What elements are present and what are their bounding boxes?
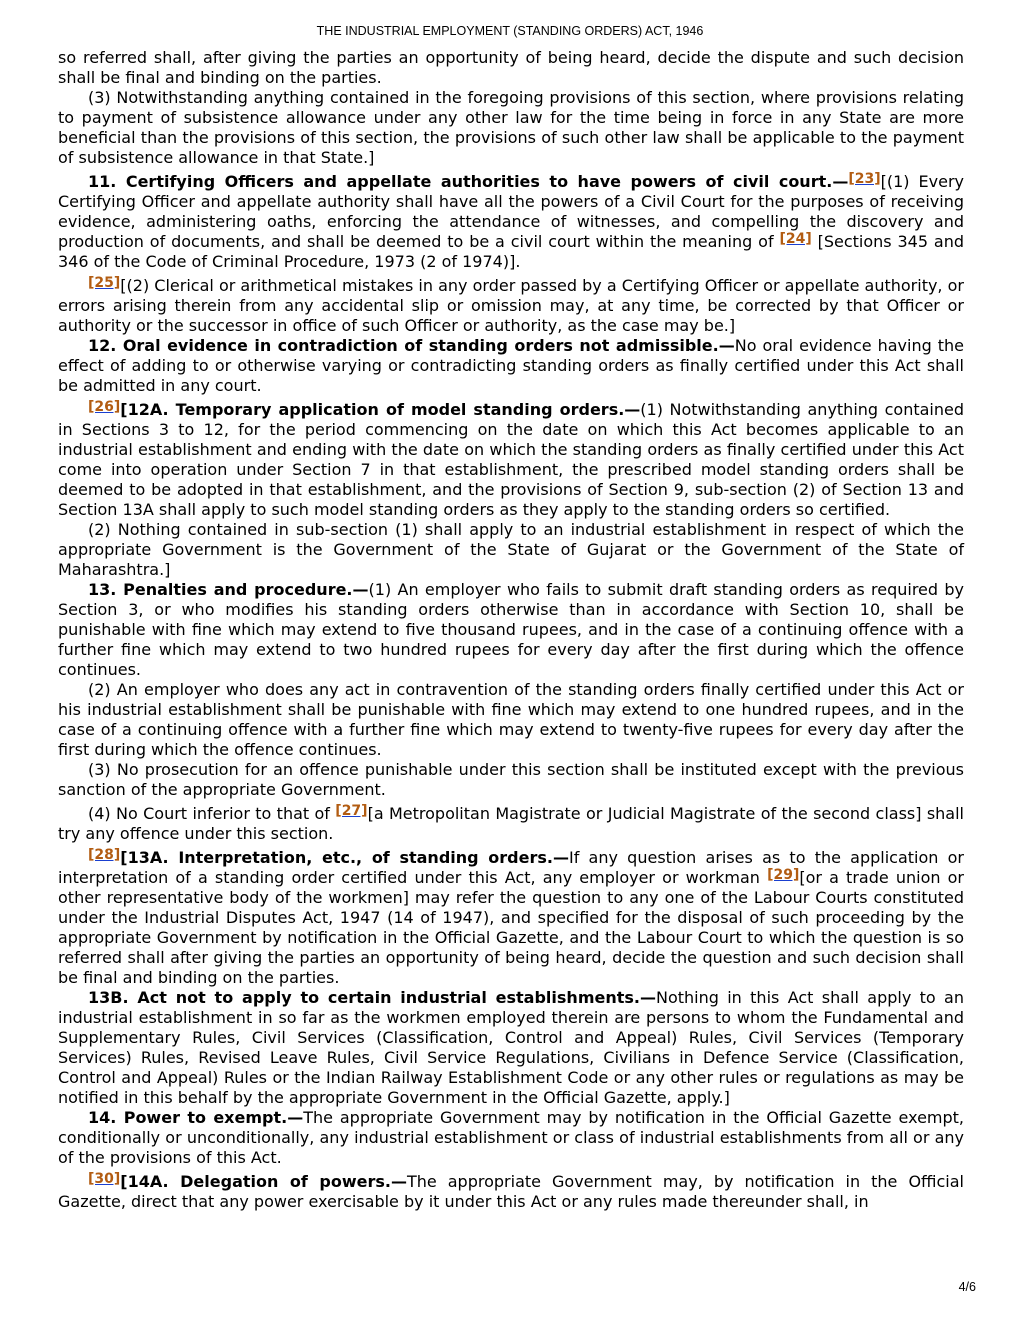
- paragraph: [58, 680, 964, 760]
- footnote-link[interactable]: [29]: [767, 867, 800, 883]
- section-12: [58, 336, 964, 396]
- text: [Sections 345 and 346 of the Code of Criminal Procedure, 1973 (2 of 1974)].: [58, 232, 965, 271]
- footnote-link[interactable]: [25]: [88, 275, 121, 291]
- document-body: [58, 48, 964, 1212]
- text: [(2) Clerical or arithmetical mistakes in any order passed by a Certifying Officer or appellate authority, or errors arising therein from any accidental slip or omission may, at any time, be corrected by that Officer or authority or the successor in office of such Officer or authority, as the case may be.]: [58, 276, 964, 335]
- bracket: [: [120, 848, 128, 867]
- bracket: [: [120, 1172, 128, 1191]
- section-11: [58, 172, 964, 272]
- section-13b: [58, 988, 964, 1108]
- text: If any question arises as to the application or interpretation of a standing order certified under this Act, any employer or workman: [58, 848, 964, 887]
- text: (2) An employer who does any act in contravention of the standing orders finally certified under this Act or his industrial establishment shall be punishable with fine which may extend to one hundred rupees, and in the case of a continuing offence with a further fine which may extend to twenty-five rupees for every day after the first during which the offence continues.: [58, 680, 964, 759]
- section-heading: 12. Oral evidence in contradiction of standing orders not admissible.—: [88, 336, 735, 355]
- page-number: 4/6: [958, 1280, 976, 1294]
- text: [a Metropolitan Magistrate or Judicial Magistrate of the second class] shall try any offence under this section.: [58, 804, 965, 843]
- section-13a: [58, 848, 964, 988]
- footnote-link[interactable]: [27]: [335, 803, 368, 819]
- text: The appropriate Government may, by notification in the Official Gazette, direct that any power exercisable by it under this Act or any rules made thereunder shall, in: [58, 1172, 964, 1211]
- bracket: [: [120, 400, 128, 419]
- text: No oral evidence having the effect of adding to or otherwise varying or contradicting standing orders as finally certified under this Act shall be admitted in any court.: [58, 336, 965, 395]
- section-heading: 11. Certifying Officers and appellate authorities to have powers of civil court.—: [88, 172, 849, 191]
- text: [or a trade union or other representative body of the workmen] may refer the question to any one of the Labour Courts constituted under the Industrial Disputes Act, 1947 (14 of 1947), and specified for the disposal of such proceeding by the appropriate Government by notification in the Official Gazette, and the Labour Court to which the question is so referred shall after giving the parties an opportunity of being heard, decide the question and such decision shall be final and binding on the parties.: [58, 868, 965, 987]
- text: The appropriate Government may by notification in the Official Gazette exempt, conditionally or unconditionally, any industrial establishment or class of industrial establishments from all or any of the provisions of this Act.: [58, 1108, 965, 1167]
- section-12a: [58, 400, 964, 520]
- footnote-link[interactable]: [28]: [88, 847, 121, 863]
- footnote-link[interactable]: [26]: [88, 399, 121, 415]
- paragraph: [58, 760, 964, 800]
- section-heading: 14A. Delegation of powers.—: [127, 1172, 407, 1191]
- section-heading: 13. Penalties and procedure.—: [88, 580, 369, 599]
- text: (2) Nothing contained in sub-section (1) shall apply to an industrial establishment in respect of which the appropriate Government is the Government of the State of Gujarat or the Government of the State of Maharashtra.]: [58, 520, 964, 579]
- paragraph: [58, 520, 964, 580]
- paragraph: [58, 804, 964, 844]
- section-14: [58, 1108, 964, 1168]
- footnote-link[interactable]: [23]: [848, 171, 881, 187]
- text: so referred shall, after giving the parties an opportunity of being heard, decide the dispute and such decision shall be final and binding on the parties.: [58, 48, 964, 87]
- paragraph: [58, 276, 964, 336]
- text: (4) No Court inferior to that of: [88, 804, 336, 823]
- section-heading: 13B. Act not to apply to certain industrial establishments.—: [88, 988, 656, 1007]
- section-heading: 13A. Interpretation, etc., of standing orders.—: [127, 848, 569, 867]
- text: (1) An employer who fails to submit draft standing orders as required by Section 3, or who modifies his standing orders otherwise than in accordance with Section 10, shall be punishable with fine which may extend to five thousand rupees, and in the case of a continuing offence with a further fine which may extend to two hundred rupees for every day after the first during which the offence continues.: [58, 580, 964, 679]
- running-header: THE INDUSTRIAL EMPLOYMENT (STANDING ORDERS) ACT, 1946: [316, 24, 704, 38]
- footnote-link[interactable]: [24]: [779, 231, 812, 247]
- section-heading: 14. Power to exempt.—: [88, 1108, 304, 1127]
- section-heading: 12A. Temporary application of model standing orders.—: [127, 400, 641, 419]
- text: (3) No prosecution for an offence punishable under this section shall be instituted except with the previous sanction of the appropriate Government.: [58, 760, 964, 799]
- paragraph: [58, 48, 964, 88]
- text: [(1) Every Certifying Officer and appellate authority shall have all the powers of a Civil Court for the purposes of receiving evidence, administering oaths, enforcing the attendance of witnesses, and compelling the discovery and production of documents, and shall be deemed to be a civil court within the meaning of: [58, 172, 964, 251]
- text: (3) Notwithstanding anything contained in the foregoing provisions of this section, where provisions relating to payment of subsistence allowance under any other law for the time being in force in any State are more beneficial than the provisions of this section, the provisions of such other law shall be applicable to the payment of subsistence allowance in that State.]: [58, 88, 964, 167]
- section-14a: [58, 1172, 964, 1212]
- text: Nothing in this Act shall apply to an industrial establishment in so far as the workmen employed therein are persons to whom the Fundamental and Supplementary Rules, Civil Services (Classification, Control and Appeal) Rules, Civil Services (Temporary Services) Rules, Revised Leave Rules, Civil Service Regulations, Civilians in Defence Service (Classification, Control and Appeal) Rules or the Indian Railway Establishment Code or any other rules or regulations as may be notified in this behalf by the appropriate Government in the Official Gazette, apply.]: [58, 988, 964, 1107]
- paragraph: [58, 88, 964, 168]
- section-13: [58, 580, 964, 680]
- footnote-link[interactable]: [30]: [88, 1171, 121, 1187]
- text: (1) Notwithstanding anything contained in Sections 3 to 12, for the period commencing on the date on which this Act becomes applicable to an industrial establishment and ending with the date on which the standing orders as finally certified under this Act come into operation under Section 7 in that establishment, the prescribed model standing orders shall be deemed to be adopted in that establishment, and the provisions of Section 9, sub-section (2) of Section 13 and Section 13A shall apply to such model standing orders as they apply to the standing orders so certified.: [58, 400, 965, 519]
